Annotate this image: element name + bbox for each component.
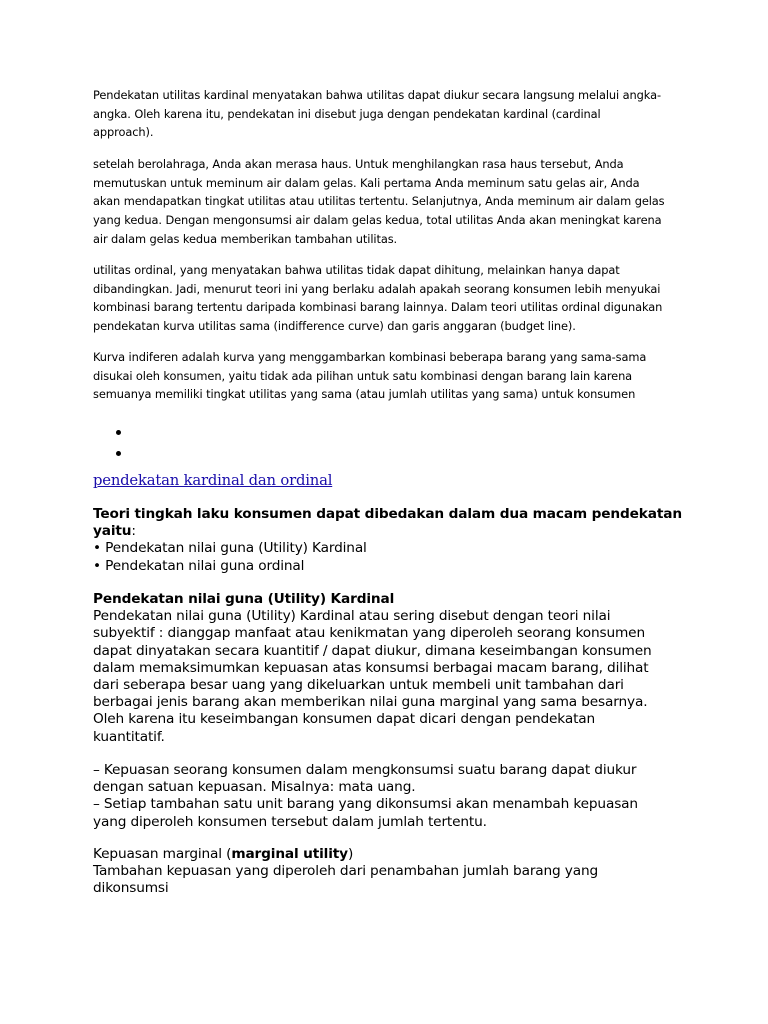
text-line: dibandingkan. Jadi, menurut teori ini yang berlaku adalah apakah seorang konsumen lebih menyukai [93, 281, 661, 296]
block-cardinal-approach [93, 591, 693, 746]
text-line: dapat dinyatakan secara kuantitif / dapat diukur, dimana keseimbangan konsumen [93, 642, 652, 659]
text-fragment: ) [347, 846, 354, 862]
text-line: yang diperoleh konsumen tersebut dalam jumlah tertentu. [93, 813, 487, 830]
paragraph-cardinal-utility [93, 86, 683, 142]
text-line: dari seberapa besar uang yang dikeluarkan untuk membeli unit tambahan dari [93, 677, 624, 694]
text-line: setelah berolahraga, Anda akan merasa haus. Untuk menghilangkan rasa haus tersebut, Anda [93, 157, 624, 171]
text-line: disukai oleh konsumen, yaitu tidak ada pilihan untuk satu kombinasi dengan barang lain karena [93, 368, 633, 383]
text-line: akan mendapatkan tingkat utilitas atau utilitas tertentu. Selanjutnya, Anda meminum air dalam gelas [93, 194, 665, 209]
text-line: kuantitatif. [93, 728, 165, 745]
section-heading: Pendekatan nilai guna (Utility) Kardinal [93, 591, 395, 607]
text-line: angka. Oleh karena itu, pendekatan ini disebut juga dengan pendekatan kardinal (cardinal [93, 106, 601, 121]
text-line: approach). [93, 125, 154, 140]
list-item: • Pendekatan nilai guna ordinal [93, 557, 305, 574]
block-consumer-theory [93, 506, 693, 575]
text-line: Pendekatan nilai guna (Utility) Kardinal atau sering disebut dengan teori nilai [93, 608, 611, 625]
text-line: dikonsumsi [93, 880, 169, 897]
text-line: subyektif : dianggap manfaat atau kenikmatan yang diperoleh seorang konsumen [93, 625, 645, 642]
text-line: berbagai jenis barang akan memberikan nilai guna marginal yang sama besarnya. [93, 694, 648, 711]
text-line: dengan satuan kepuasan. Misalnya: mata uang. [93, 779, 416, 796]
heading-colon: : [131, 523, 136, 540]
bold-term: marginal utility [231, 846, 348, 862]
text-line: kombinasi barang tertentu daripada kombinasi barang lainnya. Dalam teori utilitas ordinal digunakan [93, 300, 663, 315]
text-line: semuanya memiliki tingkat utilitas yang sama (atau jumlah utilitas yang sama) untuk konsumen [93, 387, 636, 402]
text-line: utilitas ordinal, yang menyatakan bahwa utilitas tidak dapat dihitung, melainkan hanya dapat [93, 263, 620, 277]
list-item: • Pendekatan nilai guna (Utility) Kardinal [93, 540, 367, 557]
text-line: air dalam gelas kedua memberikan tambahan utilitas. [93, 231, 398, 246]
heading-line: yaitu [93, 523, 132, 540]
text-line: Oleh karena itu keseimbangan konsumen dapat dicari dengan pendekatan [93, 711, 596, 728]
heading-line: Teori tingkah laku konsumen dapat dibedakan dalam dua macam pendekatan [93, 506, 682, 522]
paragraph-indifference-curve [93, 348, 683, 404]
paragraph-example [93, 155, 683, 249]
section-link-kardinal-ordinal[interactable]: pendekatan kardinal dan ordinal [93, 472, 333, 489]
text-line: – Kepuasan seorang konsumen dalam mengkonsumsi suatu barang dapat diukur [93, 762, 637, 778]
text-line: yang kedua. Dengan mengonsumsi air dalam gelas kedua, total utilitas Anda akan meningkat karena [93, 213, 662, 228]
text-line: pendekatan kurva utilitas sama (indifference curve) dan garis anggaran (budget line). [93, 319, 576, 334]
text-line: Pendekatan utilitas kardinal menyatakan bahwa utilitas dapat diukur secara langsung melalui angka- [93, 88, 661, 102]
text-fragment: Kepuasan marginal ( [93, 846, 232, 862]
block-assumptions [93, 762, 693, 831]
paragraph-ordinal-utility [93, 261, 683, 336]
block-marginal-utility [93, 846, 693, 898]
text-line: memutuskan untuk meminum air dalam gelas. Kali pertama Anda meminum satu gelas air, Anda [93, 175, 640, 190]
text-line: Tambahan kepuasan yang diperoleh dari penambahan jumlah barang yang [93, 863, 599, 880]
text-line: Kurva indiferen adalah kurva yang menggambarkan kombinasi beberapa barang yang sama-sama [93, 350, 647, 364]
text-line: – Setiap tambahan satu unit barang yang dikonsumsi akan menambah kepuasan [93, 796, 638, 813]
text-line: dalam memaksimumkan kepuasan atas konsumsi berbagai macam barang, dilihat [93, 659, 649, 676]
